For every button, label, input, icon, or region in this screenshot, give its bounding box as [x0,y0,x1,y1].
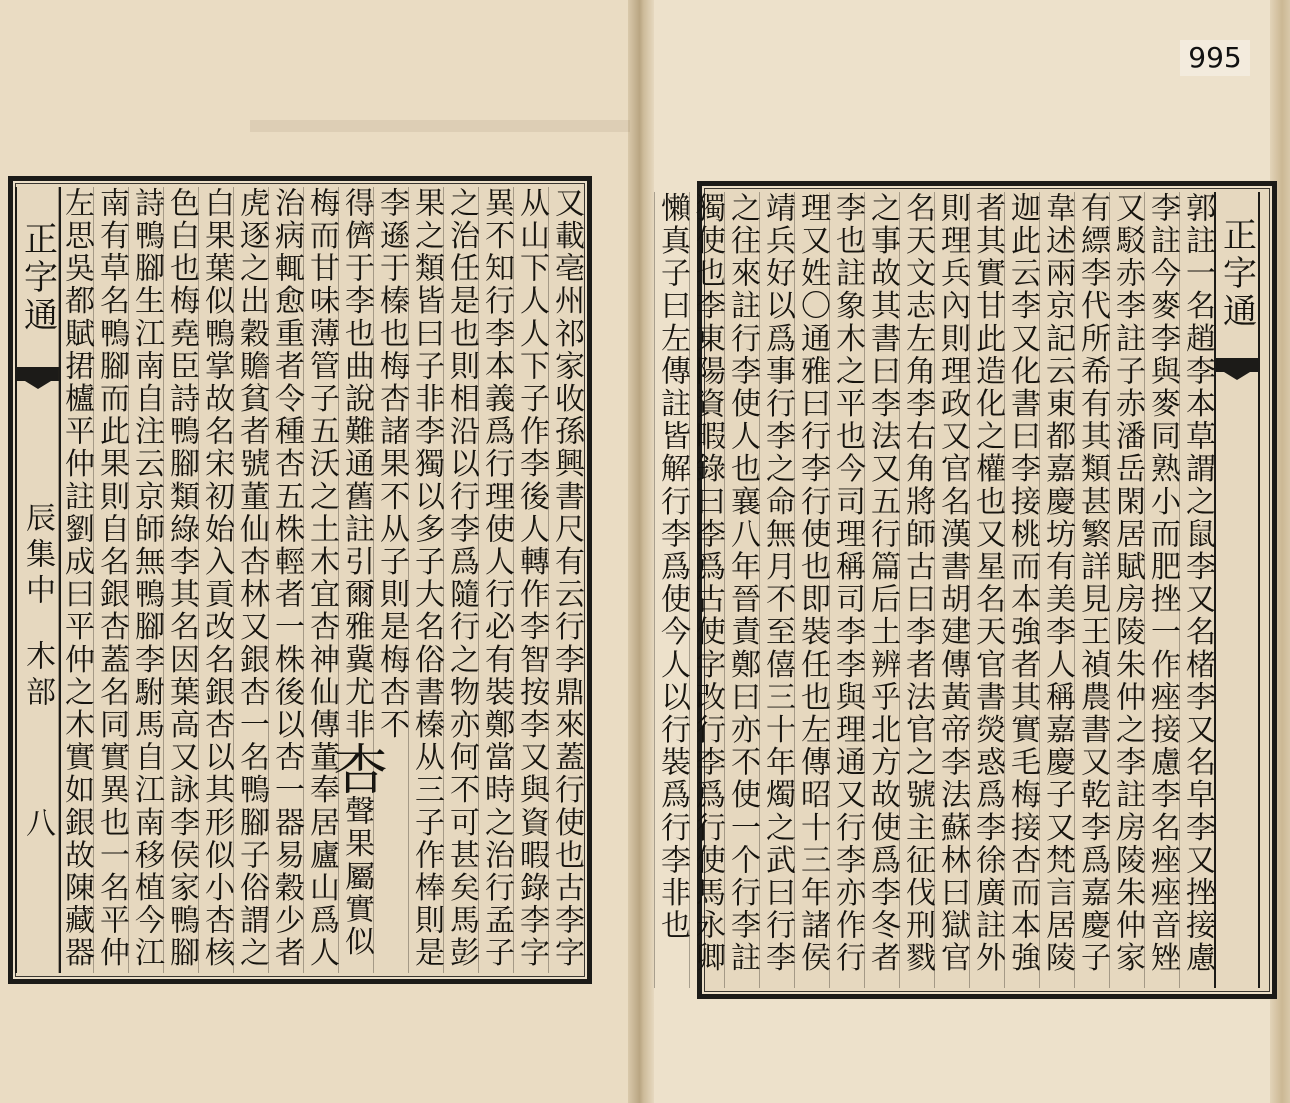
text-column: 李也註象木之平也今司理稱司李李與理通又行李亦作行 [829,192,864,988]
text-column: 果之類皆曰子非李獨以多子大名俗書榛从三子作棒則是 [408,187,443,973]
text-column: 詩鴨腳生江南自注云京師無鴨腳李駙馬自江南移植今江 [128,187,163,973]
text-column: 又載亳州祁家收孫興書尺有云行李鼎來蓋行使也古李字 [548,187,583,973]
text-column: 色白也梅堯臣詩鴨腳類綠李其名因葉高又詠李侯家鴨腳 [163,187,198,973]
text-column: 之往來註行李使人也襄八年晉責鄭曰亦不使一个行李註 [724,192,759,988]
page-number: 995 [1180,40,1250,76]
fishtail-mark [1216,358,1258,372]
fishtail-mark [17,367,59,381]
text-column: 有縹李代所希有其類甚繁詳見王禎農書又乾李爲嘉慶子 [1074,192,1109,988]
text-segment: 得儕于李也曲說難通舊註引爾雅冀尤非 [339,187,374,742]
text-column: 者其實甘此造化之權也又星名天官書熒惑爲李徐廣註外 [969,192,1004,988]
folio-number: 八 [20,807,55,837]
text-column: 从山下人人下子作李後人轉作李智按李又與資暇錄李字 [513,187,548,973]
text-segment: 李遜于榛也梅杏諸果不从子則是梅杏不 [374,187,409,742]
page-stain [250,120,630,132]
left-text-frame [8,176,592,984]
headword-char: 杏 [325,741,388,796]
section-label [17,397,59,817]
text-column [373,187,408,973]
text-column: 虎逐之出穀贍貧者號董仙杏林又銀杏一名鴨腳子俗謂之 [233,187,268,973]
left-text-columns [58,187,583,973]
text-column: 迦此云李又化書曰李接桃而本強者其實毛梅接杏而本強 [1004,192,1039,988]
book-title: 正字通 [1216,217,1257,331]
text-column: 梅而甘味薄管子五沃之土木宜杏神仙傳董奉居廬山爲人 [303,187,338,973]
text-column: 郭註一名趙李本草謂之鼠李又名楮李又名皁李又挫接慮 [1179,192,1214,988]
text-column: 治病輒愈重者令種杏五株輕者一株後以杏一器易穀少者 [268,187,303,973]
text-column: 則理兵內則理政又官名漢書胡建傳黃帝李法蘇林曰獄官 [934,192,969,988]
text-column: 靖兵好以爲事行李之命無月不至僖三十年燭之武曰行李 [759,192,794,988]
text-column: 南有草名鴨腳而此果則自名銀杏蓋名同實異也一名平仲 [93,187,128,973]
text-column: 韋述兩京記云東都嘉慶坊有美李人稱嘉慶子又梵言居陵 [1039,192,1074,988]
left-center-column [15,187,61,973]
section-name: 辰集中 [20,502,55,610]
text-column: 之事故其書曰李法又五行篇后土辨乎北方故使爲李冬者 [864,192,899,988]
text-segment: 聲果屬實似 [339,795,374,959]
text-column: 獨使也李東陽資暇錄曰李爲古使字改行李爲行使馬永卿 [689,192,724,988]
text-column: 白果葉似鴨掌故名宋初始入貢改名銀杏以其形似小杏核 [198,187,233,973]
text-column: 左思吳都賦捃櫨平仲註劉成曰平仲之木實如銀故陳藏器 [58,187,93,973]
radical-name: 木部 [20,640,55,712]
text-column: 異不知行李本義爲行理使人行必有裝鄭當時之治行孟子 [478,187,513,973]
right-center-column [1214,192,1260,988]
text-column: 名天文志左角李右角將師古曰李者法官之號主征伐刑戮 [899,192,934,988]
text-column: 李註今麥李與麥同熟小而肥挫一作痤接慮李名痤痤音矬 [1144,192,1179,988]
text-column: 理又姓〇通雅曰行李行使也即裝任也左傳昭十三年諸侯 [794,192,829,988]
text-column [325,187,388,973]
right-text-frame [655,181,1277,999]
right-text-columns [655,192,1215,988]
text-column: 之治任是也則相沿以行李爲隨行之物亦何不可甚矣馬彭 [443,187,478,973]
text-column: 又駁赤李註子赤潘岳閑居賦房陵朱仲之李註房陵朱仲家 [1109,192,1144,988]
book-gutter [628,0,654,1103]
book-title: 正字通 [17,221,58,335]
text-column: 懶真子曰左傳註皆解行李爲使今人以行裝爲行李非也 [654,192,689,988]
